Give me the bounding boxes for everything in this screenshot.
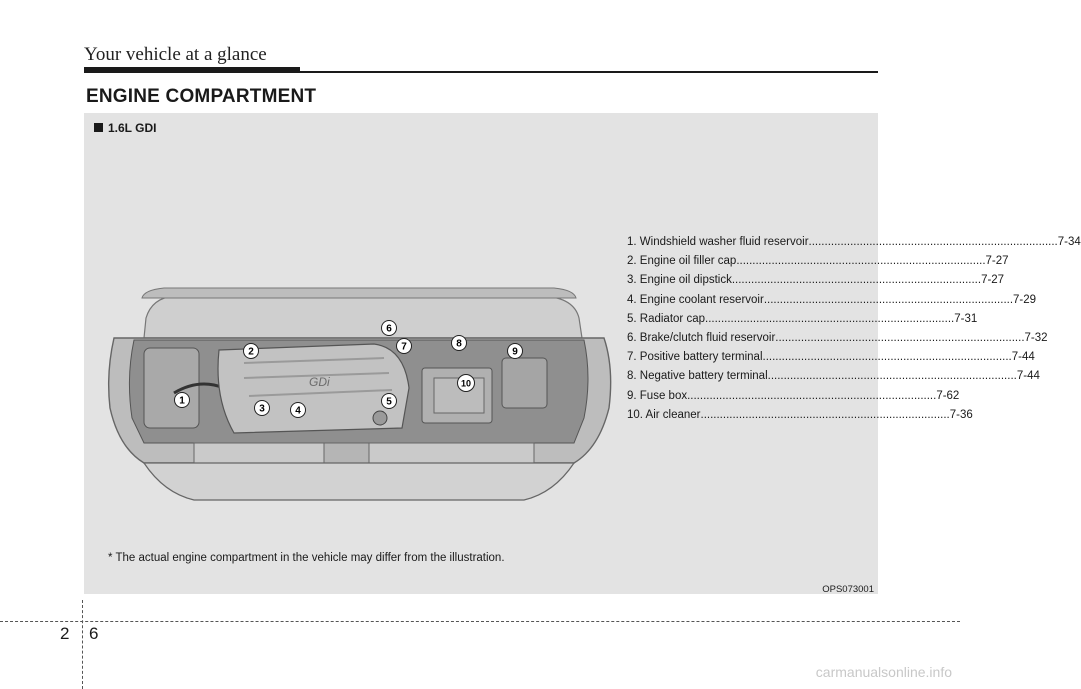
square-bullet-icon [94, 123, 103, 132]
section-title: ENGINE COMPARTMENT [86, 86, 317, 107]
part-name: 10. Air cleaner [627, 408, 701, 421]
fuse-box [502, 358, 547, 408]
list-item: 6. Brake/clutch fluid reservoir .............................................................................. 7-32 [627, 329, 857, 348]
callout-9-label: 9 [512, 346, 518, 358]
engine-badge: GDi [309, 375, 330, 389]
callout-2-label: 2 [248, 346, 254, 358]
washer-reservoir [144, 348, 199, 428]
part-page: 7-32 [1024, 331, 1048, 344]
part-name: 5. Radiator cap [627, 312, 705, 325]
footer-rule-horizontal [0, 621, 960, 622]
part-page: 7-29 [1013, 293, 1037, 306]
list-item: 5. Radiator cap .............................................................................. 7-31 [627, 310, 857, 329]
engine-compartment-illustration [104, 278, 614, 518]
part-name: 2. Engine oil filler cap [627, 255, 737, 268]
list-item: 10. Air cleaner .............................................................................. 7-36 [627, 406, 857, 425]
watermark: carmanualsonline.info [815, 664, 952, 680]
list-item: 7. Positive battery terminal .............................................................................. 7-44 [627, 348, 857, 367]
header-title: Your vehicle at a glance [84, 44, 267, 65]
part-page: 7-62 [936, 389, 960, 402]
callout-4-label: 4 [295, 405, 301, 417]
part-name: 1. Windshield washer fluid reservoir [627, 236, 809, 248]
callout-6-label: 6 [386, 323, 392, 335]
list-item: 8. Negative battery terminal .............................................................................. 7-44 [627, 367, 857, 386]
callout-10-label: 10 [460, 378, 472, 389]
part-page: 7-44 [1011, 351, 1035, 364]
part-page: 7-27 [981, 274, 1005, 287]
part-name: 7. Positive battery terminal [627, 351, 763, 364]
list-item: 1. Windshield washer fluid reservoir .............................................................................. 7-34 [627, 233, 857, 252]
part-name: 3. Engine oil dipstick [627, 274, 732, 287]
part-page: 7-27 [985, 255, 1009, 268]
list-item: 2. Engine oil filler cap .............................................................................. 7-27 [627, 252, 857, 271]
part-page: 7-36 [949, 408, 973, 421]
part-name: 8. Negative battery terminal [627, 370, 768, 383]
part-name: 4. Engine coolant reservoir [627, 293, 764, 306]
figure-panel [84, 113, 1081, 595]
page-number: 6 [89, 624, 99, 643]
part-page: 7-44 [1016, 370, 1040, 383]
hood-underside [144, 296, 582, 338]
parts-list [627, 233, 1081, 425]
radiator-cap [373, 411, 387, 425]
variant-text: 1.6L GDI [108, 121, 157, 135]
hood-lip [142, 288, 576, 298]
header-rule-thick [84, 67, 300, 73]
front-bumper [144, 463, 574, 500]
callout-3-label: 3 [259, 403, 265, 415]
callout-5-label: 5 [386, 396, 392, 408]
header-rule-thin [300, 71, 878, 73]
part-page: 7-31 [954, 312, 978, 325]
callout-8-label: 8 [456, 338, 462, 350]
callout-7-label: 7 [401, 341, 407, 353]
part-name: 6. Brake/clutch fluid reservoir [627, 331, 776, 344]
page-chapter: 2 [60, 624, 70, 643]
list-item: 3. Engine oil dipstick .............................................................................. 7-27 [627, 271, 857, 290]
callout-1-label: 1 [179, 395, 185, 407]
list-item: 9. Fuse box .............................................................................. 7-62 [627, 387, 857, 406]
part-name: 9. Fuse box [627, 389, 688, 402]
footer-rule-vertical [82, 600, 83, 689]
list-item: 4. Engine coolant reservoir .............................................................................. 7-29 [627, 291, 857, 310]
figure-code: OPS073001 [822, 584, 874, 595]
disclaimer: * The actual engine compartment in the vehicle may differ from the illustration. [108, 552, 505, 564]
variant-label [94, 121, 156, 135]
part-page: 7-34 [1057, 236, 1081, 248]
